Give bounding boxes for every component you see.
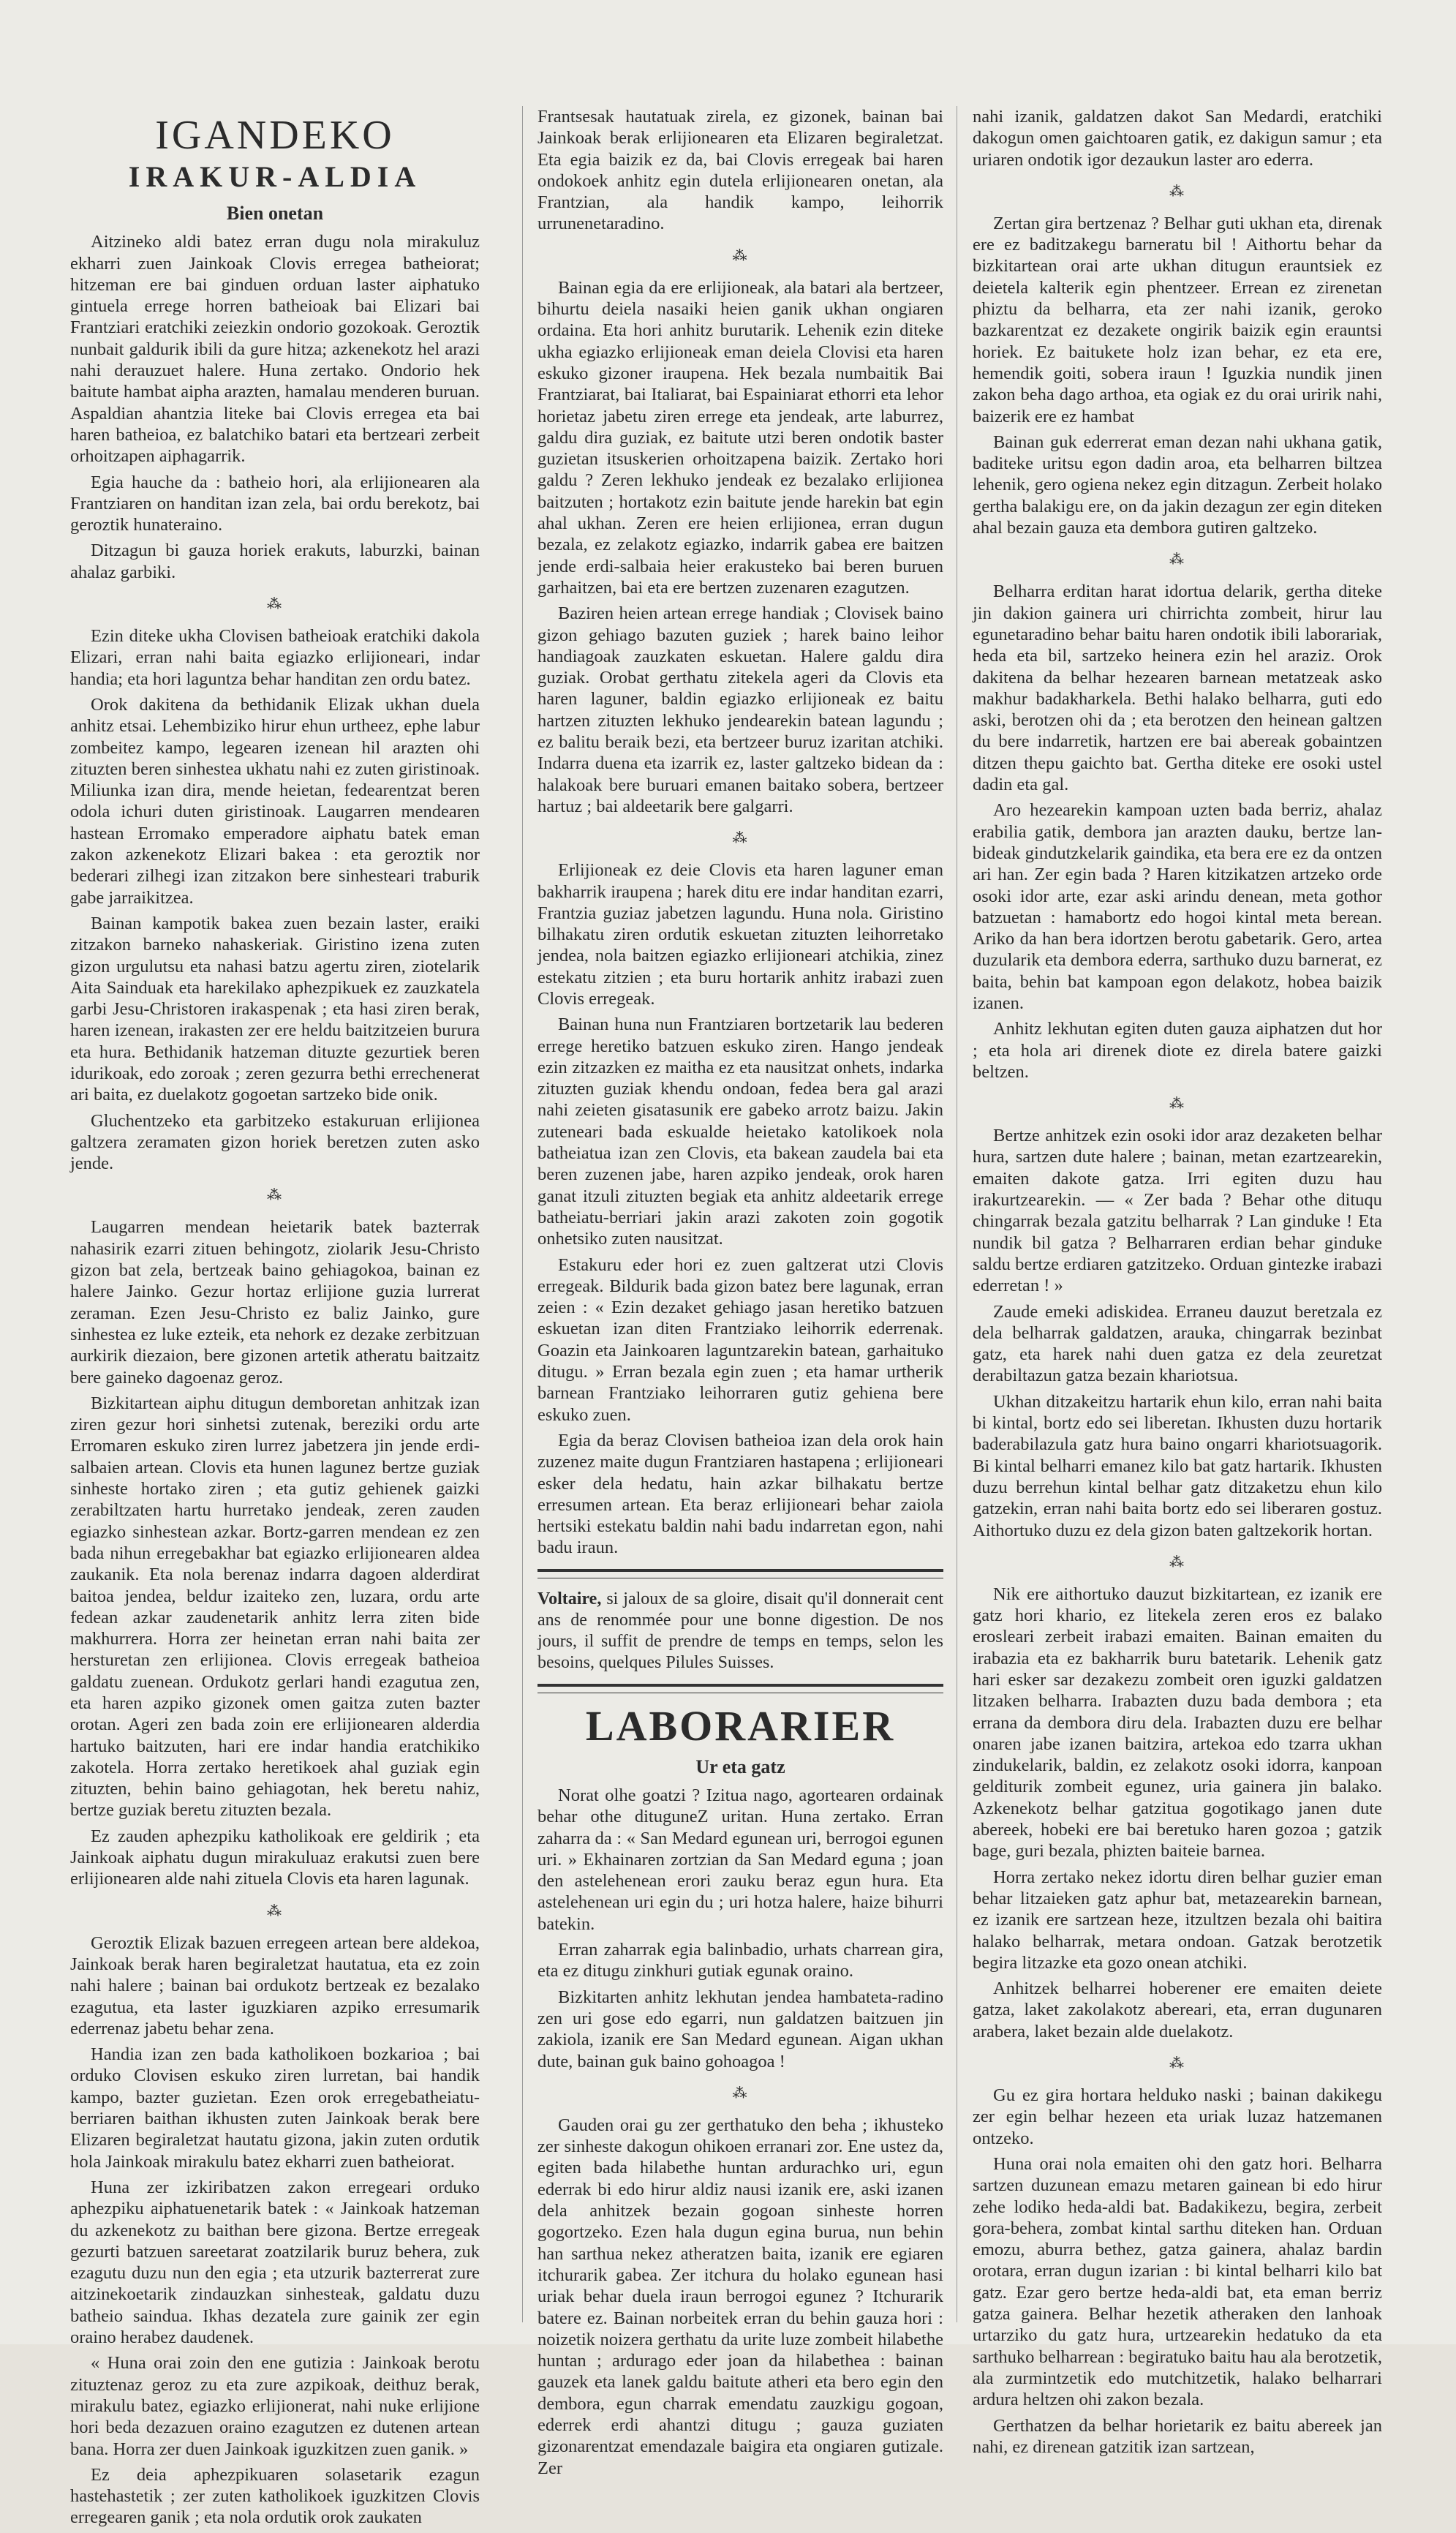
column-divider — [522, 106, 523, 2322]
paragraph: Erlijioneak ez deie Clovis eta haren laguner eman bakharrik iraupena ; harek ditu ere indar handitan ezarri, Frantzia guziaz jabetzen lagundu. Huna nola. Giristino bilhakatu ziren ordutik eskuetan zituzten leihorretako jendea, nola baitzen egiazko erlijioneari atchikia, zinez estekatu zitzien ; eta buru hortarik anhitz irabazi zuen Clovis erregeak. — [537, 860, 943, 1009]
paragraph: Laugarren mendean heietarik batek bazterrak nahasirik ezarri zituen behingotz, ziolarik Jesu-Christo gizon bat zela, bertzeak baino gehiagokoa, bainan ez halere Jainko. Gezur hortaz erlijione guzia lurrerat zeraman. Ezen Jesu-Christo ez baliz Jainko, gure sinhestea ez luke ezteik, eta nehork ez dezake zerbitzuan aurkirik diezaion, bere gizonen artetik atheratu baitzaitz bere gaineko dagoenaz geroz. — [70, 1217, 480, 1388]
paragraph: Geroztik Elizak bazuen erregeen artean bere aldekoa, Jainkoak berak haren begiraletzat hautatua, eta ez zoin nahi halere ; bainan bai ordukotz bertzeak ez bezalako ezagutua, eta laster iguzkiaren azpiko erresumarik ederrenaz jabetu behar zena. — [70, 1932, 480, 2039]
paragraph: Egia hauche da : batheio hori, ala erlijionearen ala Frantziaren on handitan izan zela, bai ordu berekotz, bai geroztik hunateraino. — [70, 472, 480, 535]
paragraph: Horra zertako nekez idortu diren belhar guzier eman behar litzaieken gatz aphur bat, metazearekin barnean, ez izanik ere sartzean heze, itzultzen bezala ohi baitira halako belharrak, metara ondoan. Gatzak berotzetik begira litzazke eta gozo onean atchiki. — [973, 1867, 1382, 1973]
paragraph: Ukhan ditzakeitzu hartarik ehun kilo, erran nahi baita bi kintal, bortz edo sei liberetan. Ikhusten duzu hortarik baderabilazula gatz hura baino ongarri khariotsuagorik. Bi kintal belharri emanez kilo bat gatz hartarik. Ikhusten duzu berrehun kintal belhar gatz ditzaketzu ehun kilo gatzekin, erran nahi baita bortz edo sei liberaren gostuz. Aithortuko duzu ez dela gizon baten galtzekorik hortan. — [973, 1391, 1382, 1540]
paragraph: Anhitzek belharrei hoberener ere emaiten deiete gatza, laket zakolakotz abereari, eta, erran dugunaren arabera, laket bezain alde duelakotz. — [973, 1979, 1382, 2041]
paragraph: Gluchentzeko eta garbitzeko estakuruan erlijionea galtzera zeramaten gizon horiek beretzen zuten asko jende. — [70, 1110, 480, 1174]
paragraph: Ez zauden aphezpiku katholikoak ere geldirik ; eta Jainkoak aiphatu dugun mirakuluaz erakutsi zuen bere erlijionearen alde nahi zituela Clovis eta haren lagunak. — [70, 1826, 480, 1889]
paragraph: Bizkitartean aiphu ditugun demboretan anhitzak izan ziren gezur hori sinhetsi zutenak, bereziki ordu arte Erromaren eskuko ziren lurrez jabetzera jin jende erdi-salbaien artean. Clovis eta hunen lagunez bertze guziak sinheste hortako ziren ; eta gutiz gehienek gaizki zerabiltzaten hartu hurretako jendeak, zeren zauden egiazko sinhestean azkar. Bortz-garren mendean ez zen bada nihun erregebakhar bat egiazko erlijionearen aldea zaukanik. Eta nola berenaz indarra dagoen alderdirat baitoa jendea, beldur izaiteko zen, luzara, ordu arte fedean azkar zaudenetarik anhitz lerra ziten bide makhurrera. Horra zer heinetan erran nahi baita zer hersturetan zen erlijionea. Clovis erregeak batheioa galdatu zuenean. Ordukotz gerlari handi ezagutua zen, eta haren azpiko gizonek omen gaitza zuten bazter orotan. Ageri zen bada zoin ere erlijionearen alderdia hartuko baitzuten, hari ere indar handia eratchikiko zakotela. Horra zertako heretikoek ahal guziak egin zituzten, behin baino gehiagotan, hek beretu nahiz, bertze guziak beretu zituzten bezala. — [70, 1393, 480, 1821]
paragraph: Bainan huna nun Frantziaren bortzetarik lau bederen errege heretiko batzuen eskuko ziren. Hango jendeak ezin zitzazken ez maitha ez eta nausitzat onhets, indarka zituzten guziak khendu ondoan, fedea bera gal arazi nahi zeieten gisatasunik ere gabeko arrotz baizu. Jakin zuteneari bada eskualde heietako katolikoek nola batheiatua izan zen Clovis, eta bakean zaudela bai eta beren zuzenen jabe, haren azpiko jendeak, orok haren ganat itzuli zituzten begiak eta anhitz aldeetarik errege batheiatu-berriari jakin arazi zakoten zoin gogotik onhetsiko zuten nausitzat. — [537, 1015, 943, 1249]
paragraph: Baziren heien artean errege handiak ; Clovisek baino gizon gehiago bazuten guziek ; harek baino leihor handiagoak zauzkaten eskuetan. Halere galdu dira guziak. Orobat gerthatu zitekela ageri da Clovis eta haren laguner, baldin egiazko erlijioneak ez baitu hartzen zituzten lekhuko jendearekin batean lagundu ; ez balitu beraik bezi, eta bertzeer buruz izaritan atchiki. Indarra duena eta izarrik ez, laster galtzeko bidean da : halakoak bere buruari emanen baitako sobera, bertzeer hartuz ; bai aldeetarik bere galgarri. — [537, 603, 943, 816]
paragraph: Gauden orai gu zer gerthatuko den beha ; ikhusteko zer sinheste dakogun ohikoen erranari zor. Ene ustez da, egiten bada hilabethe huntan ardurachko uri, egun ederrak bi edo hirur aldiz nausi izanik ere, aski izanen dela anhitzek bezain gogoan sinheste horren gogortzeko. Ezen hala dugun egina burua, nun behin han sarthua nekez atheratzen baita, izanik ere egiaren itchurarik gabea. Zer itchura du holako egunean hasi uriak behar duela iraun berrogoi egunez ? Itchurarik batere ez. Bainan norbeitek erran du behin gauza hori : noizetik noizera gerthatu da urite luze zombeit hilabethe huntan ; ardurago eder joan da hilabethea : bainan gauzek eta lanek galdu baitute atheri eta bero egin den dembora, egun charrak emendatu zauzkigu gogoan, ederrek erdi ahantzi ditugu ; gauza guziaten gizonarentzat emendazale baigira eta ongiaren gutizale. Zer — [537, 2115, 943, 2478]
paragraph: nahi izanik, galdatzen dakot San Medardi, eratchiki dakogun omen gaichtoaren gatik, ez dakigun samur ; eta uriaren ondotik igor dezaukun laster aro ederra. — [973, 107, 1382, 170]
paragraph: Handia izan zen bada katholikoen bozkarioa ; bai orduko Clovisen eskuko ziren lurretan, bai handik kampo, bazter guzietan. Ezen orok erregebatheiatu-berriaren baithan ikhusten zuten Jainkoak berak bere Elizaren begiraletzat hautatu gizona, jakin zuten ordutik hola Jainkoak mirakulu batez ekharri zuen batheiorat. — [70, 2044, 480, 2172]
paragraph: Orok dakitena da bethidanik Elizak ukhan duela anhitz etsai. Lehembiziko hirur ehun urtheez, ephe labur zombeitez kampo, legearen izenean hil arazten ohi zituzten beren sinhestea ukhatu nahi ez zuten giristinoak. Miliunka izan dira, mende heietan, fedearentzat beren odola ichuri duten giristinoak. Laugarren mendearen hastean Erromako emperadore aiphatu batek eman zakon azkenekotz Elizari bakea : eta geroztik nor bederari zilhegi izan zitzakon bere sinhesteari traburik gabe jarraikitzea. — [70, 694, 480, 908]
section-separator: ⁂ — [1169, 552, 1185, 568]
paragraph: Aro hezearekin kampoan uzten bada berriz, ahalaz erabilia gatik, dembora jan arazten dauku, bertze lan-bideak gindutzkelarik gaindika, eta bera ere ez da ontzen ari han. Zer egin bada ? Haren kitzikatzen artzeko orde osoki idor arte, ezar aski arindu denean, meta gothor batzuetan : hamabortz edo hogoi kintal meta berean. Ariko da han bera idortzen berotu gabetarik. Gero, artea duzularik eta dembora ederra, sarthuko duzu barnerat, ez baita, behin bat kampoan egon delakotz, hobea baizik izanen. — [973, 800, 1382, 1013]
paragraph: Aitzineko aldi batez erran dugu nola mirakuluz ekharri zuen Jainkoak Clovis erregea batheiorat; hitzeman ere bai ginduen orduan laster aiphatuko gintuela errege horren batheioak bai Elizari bai Frantziari eratchiki zeiezkin ondorio gozokoak. Geroztik nunbait galdurik ibili da gure hitza; azkenekotz hel arazi nahi derauzuet halere. Huna zertako. Ondorio hek baitute hambat aipha arazten, hamalau menderen buruan. Aspaldian ahantzia liteke bai Clovis erregea eta bai haren batheioa, ez balatchiko batari eta bertzeari zerbeit orhoitzapen aiphagarrik. — [70, 232, 480, 467]
section-separator: ⁂ — [1169, 1096, 1185, 1113]
section-subheading: Ur eta gatz — [695, 1755, 785, 1777]
paragraph: Gu ez gira hortara helduko naski ; bainan dakikegu zer egin belhar hezeen eta uriak luzaz hatzemanen ontzeko. — [973, 2085, 1382, 2148]
paragraph: Ditzagun bi gauza horiek erakuts, laburzki, bainan ahalaz garbiki. — [70, 541, 480, 582]
ad-rule-top — [537, 1569, 943, 1578]
column-2 — [537, 106, 943, 2483]
section-separator: ⁂ — [1169, 1554, 1185, 1570]
section-separator: ⁂ — [267, 1187, 283, 1204]
column-1 — [70, 106, 480, 2533]
column-3 — [973, 106, 1382, 2462]
page-subtitle: IRAKUR-ALDIA — [128, 160, 422, 193]
paragraph: Bertze anhitzek ezin osoki idor araz dezaketen belhar hura, sartzen dute halere ; bainan, metan ezartzearekin, emaiten dakote gatza. Irri egiten duzu hau irakurtzearekin. — « Zer bada ? Behar othe dituqu chingarrak bezala gatzitu belharrak ? Lan ginduke ! Eta nundik bil gatza ? Belharraren erdian behar ginduke saldu bertze erdiaren gatzitzeko. Orduan gintezke irabazi ederretan ! » — [973, 1126, 1382, 1296]
paragraph: Nik ere aithortuko dauzut bizkitartean, ez izanik ere gatz hori khario, ez litekela zeren eros ez balako erosleari zerbeit irabazi emaiten. Bainan emaiten du irabazia eta ez bakharrik buru batetarik. Lehenik gatz hari esker sar dezakezu zombeit oren iguzki galdatzen litzaken belharra. Irabazten duzu bada dembora ; eta errana da dembora diru dela. Irabazten duzu ere belhar onaren jabe izanen baitzira, artekoa edo tzarra ukhan zindukelarik, baldin, ez zelakotz osoki idorra, kanpoan gelditurik zombeit egunez, uria gainera jin balako. Azkenekotz belhar gatzitua gogotikago janen dute abereek, hobeki ere bai beretuko haren gozoa ; gatzik bage, guri bezala, phizten baiteie barnea. — [973, 1584, 1382, 1862]
section-separator: ⁂ — [267, 596, 283, 613]
paragraph: Huna zer izkiribatzen zakon erregeari orduko aphezpiku aiphatuenetarik batek : « Jainkoak hatzeman du azkenekotz zu baithan bere gizona. Bertze erregeak gezurti batzuen sareetarat zoatzilarik buruz behera, zuk ezagutu duzu nun den egia ; eta utzurik bazterrerat zure aitzinekoetarik zindauzkan sinhesteak, galdatu duzu batheio saindua. Ikhas dezatela zure gainik zer egin oraino herabez daudenek. — [70, 2177, 480, 2348]
page-title: IGANDEKO — [155, 113, 395, 158]
paragraph: Zaude emeki adiskidea. Erraneu dauzut beretzala ez dela belharrak galdatzen, arauka, chingarrak bezinbat gatz, eta harek nahi duen gatza ez dela zeuretzat derabiltazun gatza bezain khariotsua. — [973, 1301, 1382, 1386]
section-separator: ⁂ — [267, 1902, 283, 1919]
section-separator: ⁂ — [732, 830, 749, 847]
advertisement — [537, 1589, 943, 1674]
paragraph: Ez deia aphezpikuaren solasetarik ezagun hastehastetik ; zer zuten katholikoek iguzkitzen Clovis erregearen ganik ; eta nola ordutik orok zaukaten — [70, 2464, 480, 2528]
paragraph: Huna orai nola emaiten ohi den gatz hori. Belharra sartzen duzunean emazu metaren gainean bi edo hirur zehe lodiko heda-aldi bat. Badakikezu, begira, zerbeit gora-behera, zombat kintal sarthu diteken han. Orduan emozu, aburra bethez, gatza gainera, ahalaz bardin orotara, erran dugun izarian : bi kintal belharri kilo bat gatz. Ezar gero bertze heda-aldi bat, eta eman berriz gatza gainera. Belhar hezetik atheraken den lanhoak urtarziko du gatz hura, urtzearekin hedatuko da eta sarthuko belharrean : begiratuko baitu hau ala berotzetik, ala zurmintzetik edo mutchitzetik, halako belharrari ardura heltzen ohi zakon bezala. — [973, 2153, 1382, 2410]
section-separator: ⁂ — [732, 247, 749, 264]
paragraph: Bainan kampotik bakea zuen bezain laster, eraiki zitzakon barneko nahaskeriak. Giristino izena zuten gizon urgulutsu eta nahasi batzu agertu ziren, ziotelarik Aita Sainduak eta harekilako aphezpikuek ez zauzkatela garbi Jesu-Christoren irakaspenak ; eta hasi ziren berak, haren izenean, irakasten zer ere heldu baitzitzeien burura eta hura. Bethidanik hatzeman dituzte gezurtiek beren idurikoak, edo zoroak ; zeren gezurra bethi errechenerat ari baita, ez duelakotz gogoetan sartzeko bide onik. — [70, 913, 480, 1105]
section-separator: ⁂ — [1169, 2055, 1185, 2072]
paragraph: Bainan guk ederrerat eman dezan nahi ukhana gatik, baditeke uritsu egon dadin aroa, eta belharren biltzea lehenik, gero ogiena nekez egin ditzagun. Zerbeit holako gertha balakigu ere, on da jakin dezagun zer egin diteken ahal bezain gauza eta dembora gutiren galtzeko. — [973, 432, 1382, 538]
ad-lead: Voltaire, — [537, 1589, 602, 1608]
paragraph: Anhitz lekhutan egiten duten gauza aiphatzen dut hor ; eta hola ari direnek diote ez direla batere gaizki beltzen. — [973, 1019, 1382, 1082]
ad-rule-bottom — [537, 1684, 943, 1693]
section-separator: ⁂ — [732, 2085, 749, 2101]
paragraph: Egia da beraz Clovisen batheioa izan dela orok hain zuzenez maite dugun Frantziaren hastapena ; erlijioneari esker dela hedatu, hain azkar bilhakatu bertze erresumen artean. Eta beraz erlijioneari behar zaiola hertsiki estekatu baldin nahi badu indarretan egon, nahi badu iraun. — [537, 1430, 943, 1558]
paragraph: Gerthatzen da belhar horietarik ez baitu abereek jan nahi, ez direnean gatzitik izan sartzean, — [973, 2415, 1382, 2457]
paragraph: Ezin diteke ukha Clovisen batheioak eratchiki dakola Elizari, erran nahi baita egiazko erlijioneari, indar handia; eta hori laguntza behar handitan zen ordu batez. — [70, 626, 480, 689]
paragraph: Norat olhe goatzi ? Izitua nago, agortearen ordainak behar othe dituguneZ uritan. Huna zertako. Erran zaharra da : « San Medard egunean uri, berrogoi egunen uri. » Ekhainaren zortzian da San Medard eguna ; joan den astelehenean erori zauku beraz egun hura. Eta astelehenean uri egin du ; uri hotza halere, haize bihurri batekin. — [537, 1785, 943, 1934]
section-heading: Bien onetan — [226, 203, 324, 224]
paragraph: Estakuru eder hori ez zuen galtzerat utzi Clovis erregeak. Bildurik bada gizon batez bere lagunak, erran zeien : « Ezin dezaket gehiago jasan heretiko batzuen eskuetan izan diten Frantziako leihorrik ederrenak. Goazin eta Jainkoaren laguntzarekin batean, garhaituko ditugu. » Erran bezala egin zuen ; eta hamar urtherik barnean Frantziako leihorraren gutiz gehiena bere eskuko zuen. — [537, 1254, 943, 1425]
section-separator: ⁂ — [1169, 183, 1185, 200]
paragraph: Bizkitarten anhitz lekhutan jendea hambateta-radino zen uri gose edo egarri, nun galdatzen baitzuen jin zakiola, izanik ere San Medard egunean. Aigan ukhan dute, bainan guk baino gohoagoa ! — [537, 1987, 943, 2071]
paragraph: Zertan gira bertzenaz ? Belhar guti ukhan eta, direnak ere ez baditzakegu barneratu bil ! Aithortu behar da bizkitartean orai arte ukhan ditugun erauntsiek ez deietela kalterik egin phentzeer. Errean ez zirenetan phiztu da belharra, eta zer nahi izanik, geroko bazkarentzat ez dezakete ongirik baizik egin erauntsi horiek. Ez baitukete holz izan behar, ez eta ere, hemendik goiti, sobera iraun ! Iguzkia nundik jinen zakon beha dago arthoa, eta ogiak ez du orai uririk nahi, baizerik ere ez hambat — [973, 213, 1382, 426]
paragraph: Belharra erditan harat idortua delarik, gertha diteke jin dakion gainera uri chirrichta zombeit, hirur lau egunetaradino behar baitu haren ondotik ibili laborariak, heda eta bil, sartzeko heinera ezin hel araziz. Orok dakitena da belhar hezearen barnean metatzeak asko makhur badakharkela. Bethi halako belharra, guti edo aski, berotzen ohi da ; eta berotzen den heinean galtzen du bere indarretik, hartzen ere bai abereak gobaintzen ditzen thepu gaichto bat. Gertha diteke ere osoki ustel dadin eta gal. — [973, 582, 1382, 795]
paragraph: Frantsesak hautatuak zirela, ez gizonek, bainan bai Jainkoak berak erlijionearen eta Elizaren begiraletzat. Eta egia baizik ez da, bai Clovis erregeak bai haren ondokoek anhitz egin dutela erlijionearen onetan, ala Frantzian, ala handik kampo, leihorrik urrunenetaradino. — [537, 107, 943, 234]
paragraph: Bainan egia da ere erlijioneak, ala batari ala bertzeer, bihurtu deiela nasaiki heien ganik ukhan ongiaren ordaina. Eta hori anhitz burutarik. Lehenik ezin diteke ukha egiazko erlijioneak eman deiela Clovisi eta haren eskuko gizoner iraupena. Hek bezala numbaitik Bai Frantziarat, bai Italiarat, bai Espainiarat ethorri eta lehor horietaz jabetu ziren errege eta jendeak, arte laburrez, galdu dira guziak, ez baitute utzi beren ondotik baster guzietan itsuskerien orhoitzapena baizik. Zertako hori galdu ? Zeren lekhuko jendeak ez bezalako erlijionea baitzuten ; hortakotz ezin baitute jende harekin bat egin ahal ukhan. Zeren ere heien erlijionea, erran dugun bezala, ez zelakotz egiazko, indarrik gabea ere baitzen jende erdi-salbaia heier erakusteko bai beren buruen garhaitzen, bai eta ere bertzen zuzenaren ezagutzen. — [537, 277, 943, 598]
ad-text: si jaloux de sa gloire, disait qu'il donnerait cent ans de renommée pour une bonne digestion. De nos jours, il suffit de prendre de temps en temps, selon les besoins, quelques Pilules Suisses. — [537, 1589, 944, 1672]
section-title-laborarier: LABORARIER — [585, 1701, 896, 1750]
paragraph: Erran zaharrak egia balinbadio, urhats charrean gira, eta ez ditugu zinkhuri gutiak egunak oraino. — [537, 1940, 943, 1981]
paragraph: « Huna orai zoin den ene gutizia : Jainkoak berotu zituztenaz geroz zu eta zure azpikoak, deithuz berak, mirakulu batez, egiazko erlijionerat, nahi nuke erlijione hori beda dezazuen oraino ezagutzen ez dutenen artean bana. Horra zer duen Jainkoak iguzkitzen zuen ganik. » — [70, 2353, 480, 2459]
